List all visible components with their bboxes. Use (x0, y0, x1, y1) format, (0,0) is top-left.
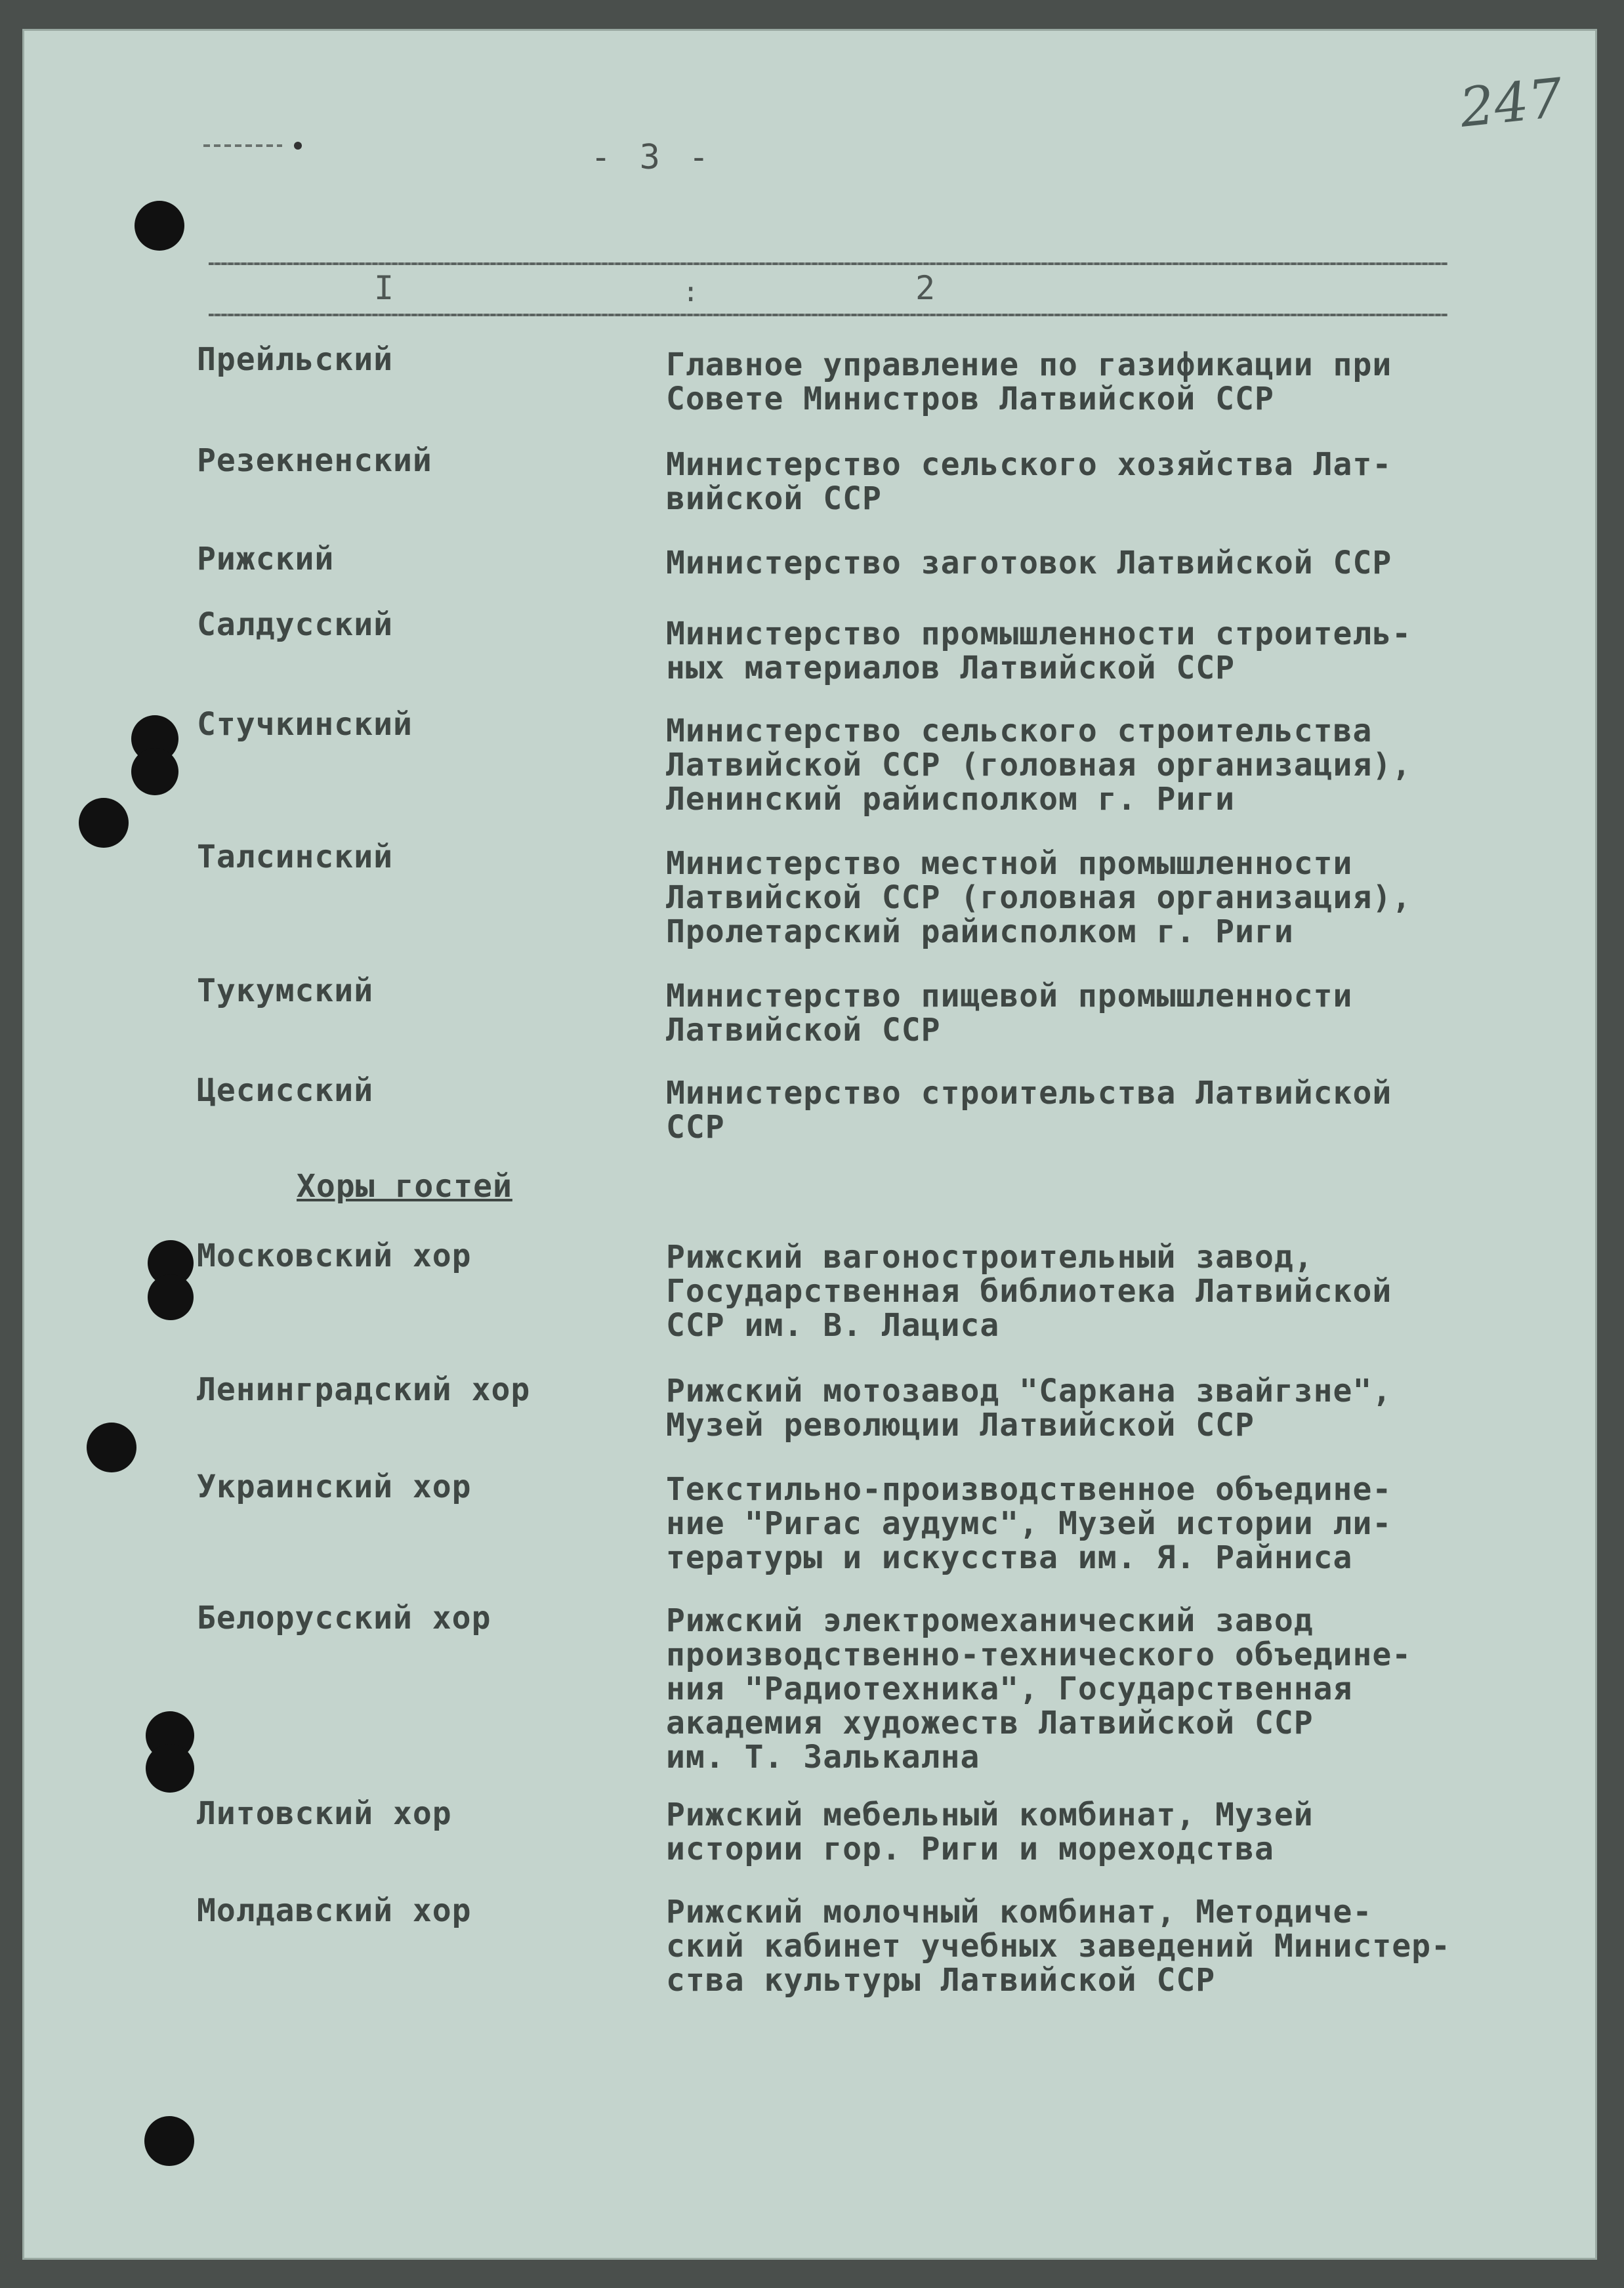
punch-hole (146, 1744, 194, 1793)
row-choir: Украинский хор (197, 1468, 472, 1505)
row-organization: Рижский электромеханический завод производственно-технического объедине- ния "Радиотехника", Государственная академия художеств Латвийской ССР им. Т. Залькална (666, 1602, 1412, 1776)
row-organization: Министерство промышленности строитель- ных материалов Латвийской ССР (666, 615, 1412, 686)
row-district: Салдусский (197, 606, 393, 643)
row-organization: Главное управление по газификации при Совете Министров Латвийской ССР (666, 346, 1392, 417)
punch-hole (131, 748, 178, 795)
punch-hole (135, 201, 184, 251)
row-organization: Рижский мебельный комбинат, Музей истории гор. Риги и мореходства (666, 1797, 1314, 1867)
row-organization: Министерство строительства Латвийской ССР (666, 1075, 1392, 1146)
row-organization: Рижский вагоностроительный завод, Государственная библиотека Латвийской ССР им. В. Лациса (666, 1239, 1392, 1344)
row-choir: Ленинградский хор (197, 1371, 531, 1408)
punch-hole (87, 1423, 136, 1472)
row-organization: Министерство пищевой промышленности Латвийской ССР (666, 978, 1353, 1049)
row-organization: Рижский мотозавод "Саркана звайгзне", Музей революции Латвийской ССР (666, 1373, 1392, 1444)
column-header-2: 2 (915, 269, 936, 307)
row-organization: Рижский молочный комбинат, Методиче- ский кабинет учебных заведений Министер- ства культуры Латвийской ССР (666, 1894, 1451, 1999)
punch-hole (79, 798, 129, 848)
row-choir: Белорусский хор (197, 1600, 491, 1636)
row-district: Тукумский (197, 972, 374, 1009)
punch-hole (144, 2116, 194, 2166)
row-district: Рижский (197, 541, 335, 577)
row-district: Стучкинский (197, 706, 413, 743)
pen-dot-mark (294, 142, 302, 150)
row-choir: Московский хор (197, 1238, 472, 1274)
pen-dash-mark (203, 144, 282, 147)
table-header-rule (209, 314, 1447, 316)
row-choir: Литовский хор (197, 1795, 452, 1832)
page-number: - 3 - (591, 138, 713, 177)
row-organization: Министерство сельского хозяйства Лат- вийской ССР (666, 446, 1392, 517)
row-organization: Текстильно-производственное объедине- ние "Ригас аудумс", Музей истории ли- тературы и искусства им. Я. Райниса (666, 1471, 1392, 1576)
row-organization: Министерство местной промышленности Латвийской ССР (головная организация), Пролетарский райисполком г. Риги (666, 845, 1412, 950)
section-heading: Хоры гостей (297, 1168, 512, 1205)
row-district: Резекненский (197, 442, 432, 479)
table-top-rule (209, 262, 1447, 265)
row-organization: Министерство заготовок Латвийской ССР (666, 545, 1392, 581)
column-separator: : (682, 276, 699, 308)
row-district: Прейльский (197, 341, 393, 378)
row-organization: Министерство сельского строительства Латвийской ССР (головная организация), Ленинский райисполком г. Риги (666, 713, 1412, 818)
row-district: Цесисский (197, 1072, 374, 1109)
column-header-1: I (374, 269, 394, 307)
row-choir: Молдавский хор (197, 1892, 472, 1929)
punch-hole (148, 1274, 194, 1320)
folio-number: 247 (1457, 67, 1566, 140)
row-district: Талсинский (197, 839, 393, 875)
